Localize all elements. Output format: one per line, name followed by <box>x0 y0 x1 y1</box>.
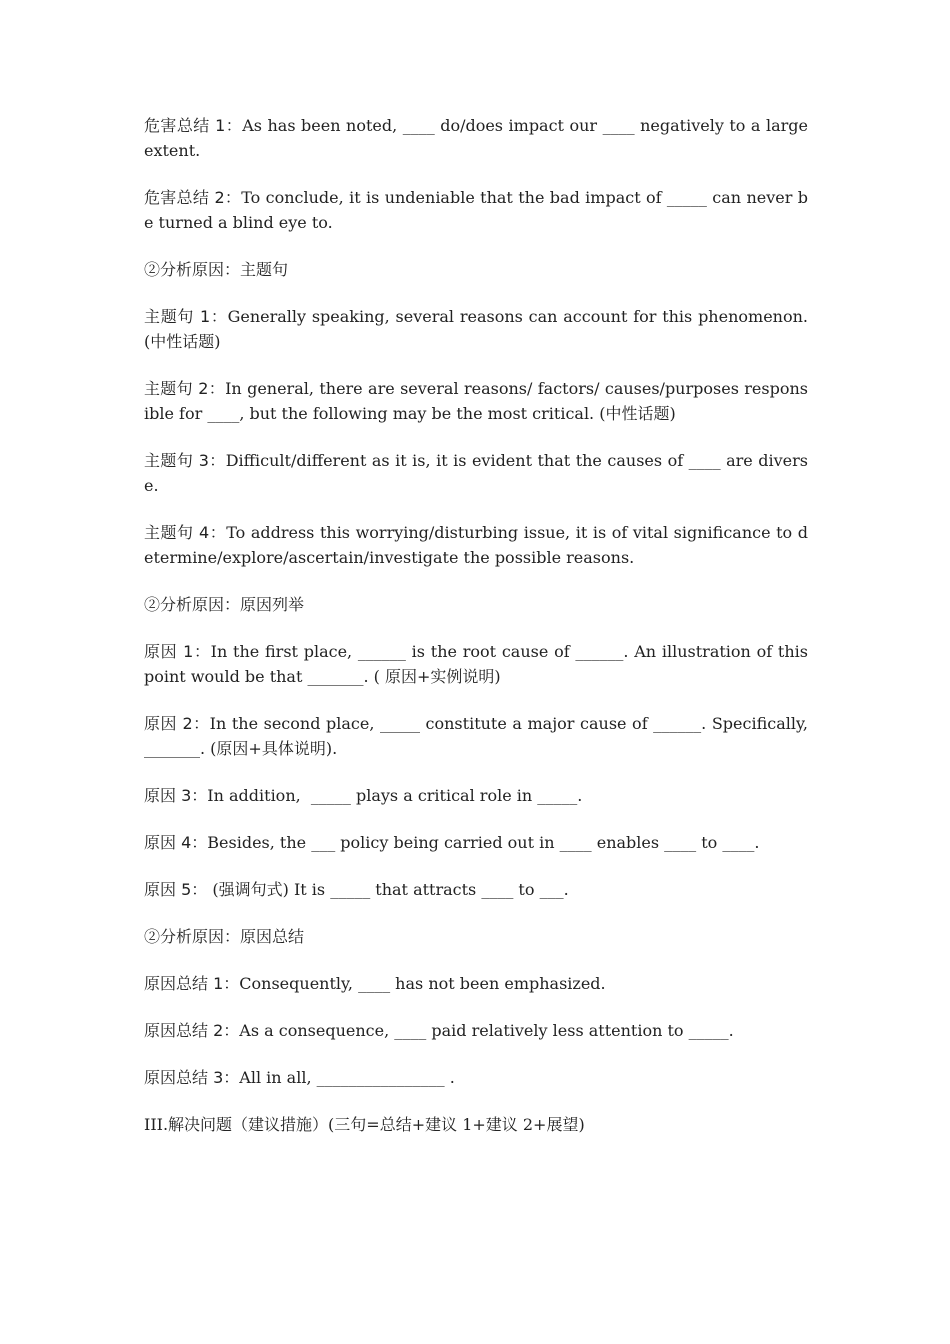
topic-sentence-1 <box>144 304 814 354</box>
paragraph-text: As has been noted, ____ do/does impact our ____ negatively to a large extent. <box>144 116 814 160</box>
topic-sentence-3 <box>144 448 808 498</box>
paragraph-text: Besides, the ___ policy being carried out in ____ enables ____ to ____. <box>207 833 760 852</box>
section-heading-reasons-list <box>144 592 808 617</box>
reason-3 <box>144 783 808 808</box>
heading-text: ②分析原因：主题句 <box>144 260 289 279</box>
paragraph-label: 主题句 2： <box>144 379 226 398</box>
paragraph-text: Generally speaking, several reasons can account for this phenomenon. (中性话题) <box>144 307 814 351</box>
paragraph-label: 原因 4： <box>144 833 208 852</box>
reason-4 <box>144 830 808 855</box>
paragraph-label: 原因总结 3： <box>144 1068 240 1087</box>
paragraph-label: 原因总结 1： <box>144 974 240 993</box>
paragraph-label: 主题句 4： <box>144 523 227 542</box>
paragraph-label: 主题句 3： <box>144 451 226 470</box>
topic-sentence-4 <box>144 520 808 570</box>
reason-summary-1 <box>144 971 808 996</box>
paragraph-label: 原因 1： <box>144 642 211 661</box>
paragraph-text: In general, there are several reasons/ factors/ causes/purposes responsible for ____, but the following may be the most critical. (中性话题) <box>144 379 808 423</box>
paragraph-text: (强调句式) It is _____ that attracts ____ to ___. <box>207 880 569 899</box>
paragraph-text: To address this worrying/disturbing issue, it is of vital significance to determine/explore/ascertain/investigate the possible reasons. <box>144 523 808 567</box>
reason-5 <box>144 877 808 902</box>
paragraph-text: All in all, ________________ . <box>239 1068 455 1087</box>
paragraph-label: 危害总结 1： <box>144 116 243 135</box>
paragraph-text: As a consequence, ____ paid relatively less attention to _____. <box>239 1021 734 1040</box>
reason-summary-2 <box>144 1018 808 1043</box>
paragraph-label: 主题句 1： <box>144 307 228 326</box>
paragraph-text: In the second place, _____ constitute a major cause of ______. Specifically, _______. (原因+具体说明). <box>144 714 814 758</box>
document-page <box>144 113 814 1159</box>
heading-text: ②分析原因：原因总结 <box>144 927 305 946</box>
section-heading-reasons-summary <box>144 924 808 949</box>
paragraph-label: 原因 2： <box>144 714 210 733</box>
heading-text: III.解决问题（建议措施）(三句=总结+建议 1+建议 2+展望) <box>144 1115 585 1134</box>
heading-text: ②分析原因：原因列举 <box>144 595 305 614</box>
paragraph-label: 原因 3： <box>144 786 208 805</box>
paragraph-text: In the first place, ______ is the root cause of ______. An illustration of this point would be that _______. ( 原因+实例说明) <box>144 642 814 686</box>
harm-summary-1 <box>144 113 814 163</box>
paragraph-text: Consequently, ____ has not been emphasized. <box>239 974 606 993</box>
paragraph-label: 原因总结 2： <box>144 1021 240 1040</box>
topic-sentence-2 <box>144 376 808 426</box>
reason-summary-3 <box>144 1065 808 1090</box>
reason-2 <box>144 711 814 761</box>
paragraph-text: To conclude, it is undeniable that the bad impact of _____ can never be turned a blind eye to. <box>144 188 808 232</box>
harm-summary-2 <box>144 185 808 235</box>
paragraph-text: Difficult/different as it is, it is evident that the causes of ____ are diverse. <box>144 451 808 495</box>
reason-1 <box>144 639 814 689</box>
section-heading-topic-sentence <box>144 257 808 282</box>
section-heading-solutions <box>144 1112 808 1137</box>
paragraph-label: 原因 5： <box>144 880 208 899</box>
paragraph-label: 危害总结 2： <box>144 188 242 207</box>
paragraph-text: In addition, _____ plays a critical role in _____. <box>207 786 583 805</box>
